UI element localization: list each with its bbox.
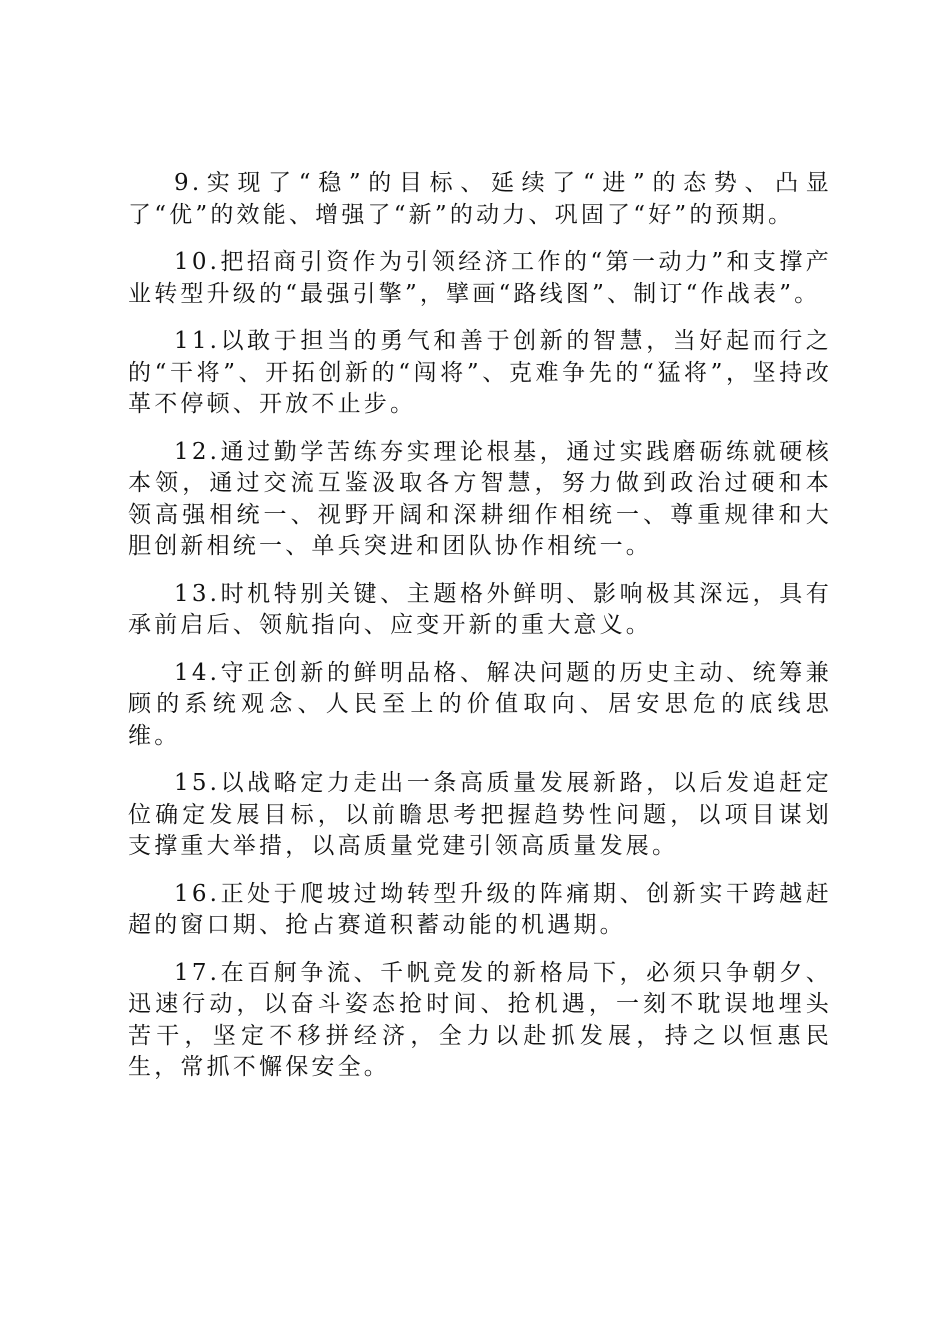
paragraph-12: 12.通过勤学苦练夯实理论根基，通过实践磨砺练就硬核本领，通过交流互鉴汲取各方智慧，努力做到政治过硬和本领高强相统一、视野开阔和深耕细作相统一、尊重规律和大胆创新相统一、单兵突进和团队协作相统一。 xyxy=(128,438,832,559)
paragraph-13: 13.时机特别关键、主题格外鲜明、影响极其深远，具有承前启后、领航指向、应变开新的重大意义。 xyxy=(128,580,832,638)
paragraph-14: 14.守正创新的鲜明品格、解决问题的历史主动、统筹兼顾的系统观念、人民至上的价值取向、居安思危的底线思维。 xyxy=(128,659,832,749)
paragraph-16: 16.正处于爬坡过坳转型升级的阵痛期、创新实干跨越赶超的窗口期、抢占赛道积蓄动能的机遇期。 xyxy=(128,880,832,938)
paragraph-15: 15.以战略定力走出一条高质量发展新路，以后发追赶定位确定发展目标，以前瞻思考把握趋势性问题，以项目谋划支撑重大举措，以高质量党建引领高质量发展。 xyxy=(128,770,832,859)
paragraph-9: 9.实现了“稳”的目标、延续了“进”的态势、凸显了“优”的效能、增强了“新”的动力、巩固了“好”的预期。 xyxy=(128,170,832,228)
document-body xyxy=(128,168,832,1100)
paragraph-17: 17.在百舸争流、千帆竞发的新格局下，必须只争朝夕、迅速行动，以奋斗姿态抢时间、抢机遇，一刻不耽误地埋头苦干，坚定不移拼经济，全力以赴抓发展，持之以恒惠民生，常抓不懈保安全。 xyxy=(128,959,832,1080)
paragraph-10: 10.把招商引资作为引领经济工作的“第一动力”和支撑产业转型升级的“最强引擎”，擘画“路线图”、制订“作战表”。 xyxy=(128,249,832,307)
paragraph-11: 11.以敢于担当的勇气和善于创新的智慧，当好起而行之的“干将”、开拓创新的“闯将”、克难争先的“猛将”，坚持改革不停顿、开放不止步。 xyxy=(128,328,832,417)
